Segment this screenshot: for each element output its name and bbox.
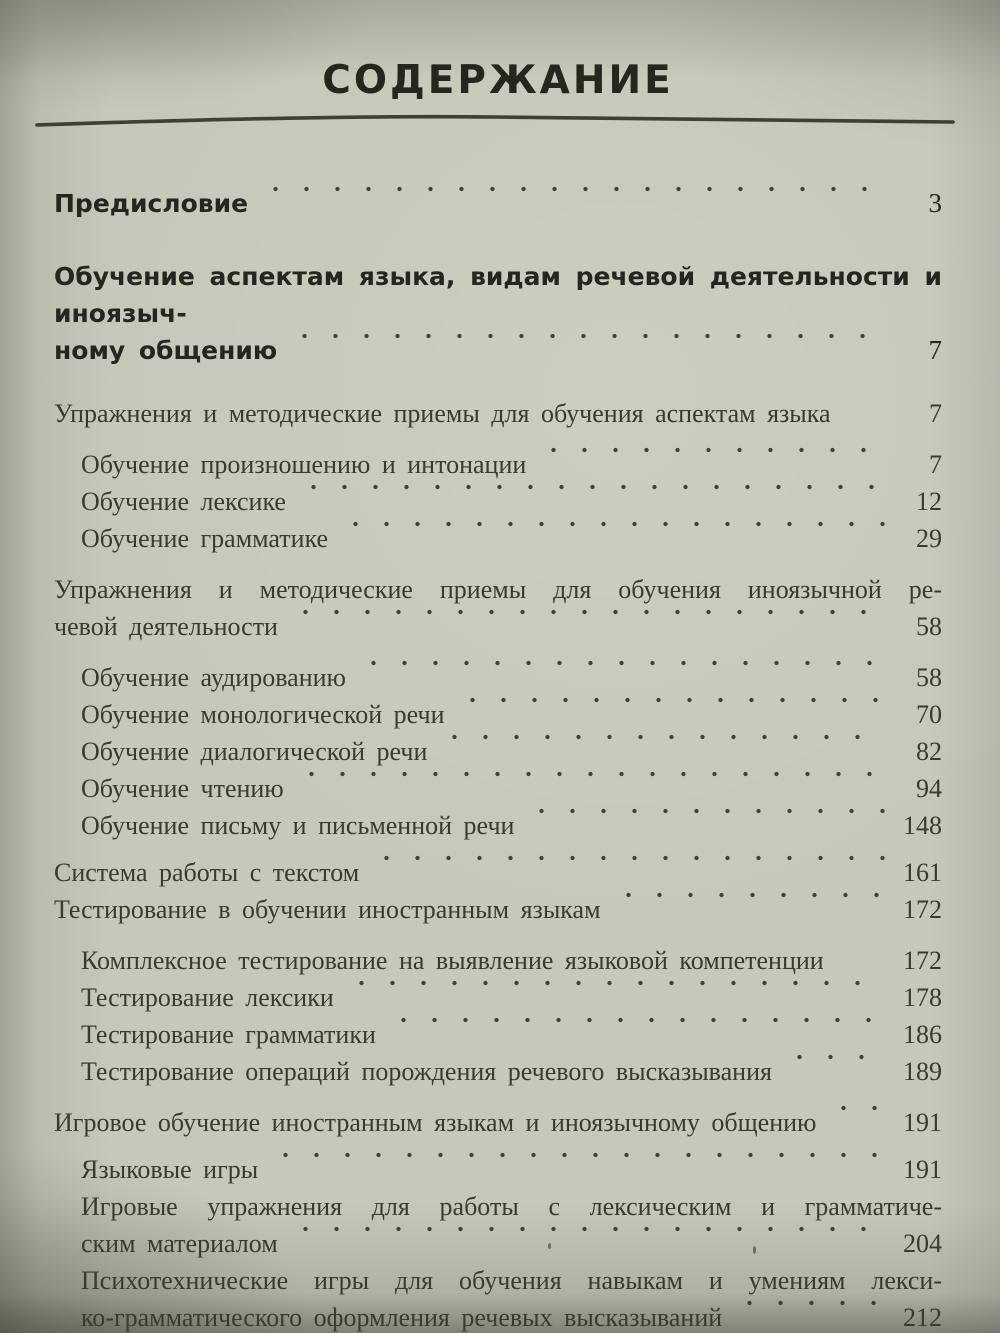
toc-entry — [54, 942, 942, 979]
toc-entry-page: 12 — [916, 487, 942, 516]
toc-entry — [54, 891, 942, 928]
toc-entry-label: Система работы с текстом — [54, 858, 360, 887]
toc-entry-page: 172 — [903, 895, 942, 924]
toc-entry-page: 172 — [903, 946, 942, 975]
toc-entry-label: Упражнения и методические приемы для обучения аспектам языка — [54, 399, 831, 428]
toc-entry-page: 7 — [929, 450, 942, 479]
toc-entry — [54, 446, 942, 483]
toc-entry-label: Тестирование грамматики — [81, 1020, 376, 1049]
toc-entry-lastline — [81, 1225, 942, 1262]
toc-entry-label: Обучение произношению и интонации — [81, 450, 527, 479]
toc-entry — [54, 483, 942, 520]
toc-entry-line: Игровые упражнения для работы с лексическим и грамматиче- — [81, 1192, 942, 1221]
toc-entry-lastline — [81, 733, 942, 770]
toc-entry-label: Обучение грамматике — [81, 524, 329, 553]
toc-entry-lastline — [54, 854, 942, 891]
toc-entry-lastline — [54, 185, 942, 222]
leader-dots — [358, 659, 886, 696]
toc-entry-page: 191 — [903, 1155, 942, 1184]
toc-entry-page: 58 — [916, 612, 942, 641]
toc-entry — [54, 770, 942, 807]
leader-dots — [734, 1299, 886, 1333]
leader-dots — [784, 1053, 886, 1090]
leader-dots — [340, 520, 886, 557]
toc-entry-lastline — [81, 1053, 942, 1090]
leader-dots — [346, 979, 886, 1016]
toc-entry-page: 3 — [928, 188, 942, 218]
toc-entry-lastline — [54, 608, 942, 645]
toc-entry — [54, 520, 942, 557]
page-title: СОДЕРЖАНИЕ — [322, 58, 674, 103]
toc-entry — [54, 1188, 942, 1262]
leader-dots — [457, 696, 887, 733]
toc-entry-lastline — [81, 1151, 942, 1188]
leader-dots — [388, 1016, 886, 1053]
toc-entry-page: 178 — [903, 983, 942, 1012]
toc-entry-lastline — [81, 770, 942, 807]
toc-entry-label: Обучение лексике — [81, 487, 286, 516]
toc-entry — [54, 659, 942, 696]
toc-entry-page: 29 — [916, 524, 942, 553]
toc-entry — [54, 185, 942, 222]
toc-entry-page: 94 — [916, 774, 942, 803]
toc-entry — [54, 1053, 942, 1090]
toc-entry — [54, 979, 942, 1016]
toc-entry-label: ко-грамматического оформления речевых высказываний — [81, 1303, 723, 1332]
dust-speck — [548, 1243, 551, 1249]
toc-entry-lastline — [81, 446, 942, 483]
leader-spacer — [843, 395, 886, 432]
leader-dots — [260, 185, 886, 222]
toc-list — [54, 185, 942, 1333]
toc-entry-lastline — [81, 1016, 942, 1053]
toc-entry-page: 161 — [903, 858, 942, 887]
toc-entry — [54, 807, 942, 844]
toc-entry — [54, 395, 942, 432]
leader-dots — [289, 332, 886, 369]
leader-dots — [298, 483, 886, 520]
toc-entry-lastline — [54, 1104, 942, 1141]
toc-entry — [54, 1104, 942, 1141]
toc-entry-label: Комплексное тестирование на выявление языковой компетенции — [81, 946, 824, 975]
toc-entry-line: Упражнения и методические приемы для обучения иноязычной ре- — [54, 575, 942, 604]
toc-entry-line: Психотехнические игры для обучения навыкам и умениям лекси- — [81, 1266, 942, 1295]
leader-dots — [526, 807, 886, 844]
leader-dots — [613, 891, 886, 928]
toc-entry-page: 58 — [916, 663, 942, 692]
toc-entry-page: 70 — [916, 700, 942, 729]
toc-entry-page: 186 — [903, 1020, 942, 1049]
toc-entry-label: Обучение чтению — [81, 774, 284, 803]
toc-entry — [54, 1262, 942, 1333]
toc-entry — [54, 258, 942, 369]
toc-entry-page: 7 — [929, 399, 942, 428]
toc-entry-page: 212 — [903, 1303, 942, 1332]
title-rule — [34, 113, 956, 129]
leader-dots — [296, 770, 886, 807]
toc-entry-label: Игровое обучение иностранным языкам и иноязычному общению — [54, 1108, 817, 1137]
toc-entry-page: 191 — [903, 1108, 942, 1137]
toc-entry-lastline — [54, 332, 942, 369]
leader-dots — [439, 733, 886, 770]
toc-entry-line: Обучение аспектам языка, видам речевой деятельности и иноязыч- — [54, 262, 942, 328]
toc-entry — [54, 1016, 942, 1053]
leader-spacer — [836, 942, 886, 979]
toc-entry-label: Тестирование в обучении иностранным языкам — [54, 895, 601, 924]
toc-entry-label: ному общению — [54, 336, 278, 365]
toc-entry-page: 204 — [903, 1229, 942, 1258]
toc-entry-lastline — [54, 395, 942, 432]
toc-entry — [54, 696, 942, 733]
toc-entry-page: 7 — [928, 335, 942, 365]
toc-entry-lastline — [81, 807, 942, 844]
leader-dots — [290, 1225, 886, 1262]
toc-entry-label: Обучение диалогической речи — [81, 737, 428, 766]
toc-entry-label: Обучение аудированию — [81, 663, 346, 692]
toc-entry-label: Обучение монологической речи — [81, 700, 445, 729]
toc-entry-lastline — [81, 520, 942, 557]
toc-entry-lastline — [54, 891, 942, 928]
toc-entry-page: 148 — [903, 811, 942, 840]
leader-dots — [371, 854, 886, 891]
toc-entry — [54, 1151, 942, 1188]
leader-dots — [538, 446, 886, 483]
toc-entry-label: Тестирование лексики — [81, 983, 334, 1012]
toc-entry-lastline — [81, 659, 942, 696]
leader-dots — [828, 1104, 886, 1141]
dust-speck — [753, 1246, 756, 1254]
toc-entry-lastline — [81, 979, 942, 1016]
leader-dots — [270, 1151, 886, 1188]
toc-entry-lastline — [81, 696, 942, 733]
toc-entry-label: Предисловие — [54, 189, 249, 218]
toc-entry-lastline — [81, 1299, 942, 1333]
toc-entry-page: 82 — [916, 737, 942, 766]
toc-entry — [54, 854, 942, 891]
toc-entry — [54, 571, 942, 645]
toc-entry-label: ским материалом — [81, 1229, 278, 1258]
toc-entry-label: Языковые игры — [81, 1155, 259, 1184]
toc-entry — [54, 733, 942, 770]
toc-entry-label: Тестирование операций порождения речевого высказывания — [81, 1057, 772, 1086]
toc-entry-page: 189 — [903, 1057, 942, 1086]
toc-entry-lastline — [81, 942, 942, 979]
toc-entry-label: Обучение письму и письменной речи — [81, 811, 515, 840]
leader-dots — [290, 608, 886, 645]
toc-entry-lastline — [81, 483, 942, 520]
toc-entry-label: чевой деятельности — [54, 612, 278, 641]
